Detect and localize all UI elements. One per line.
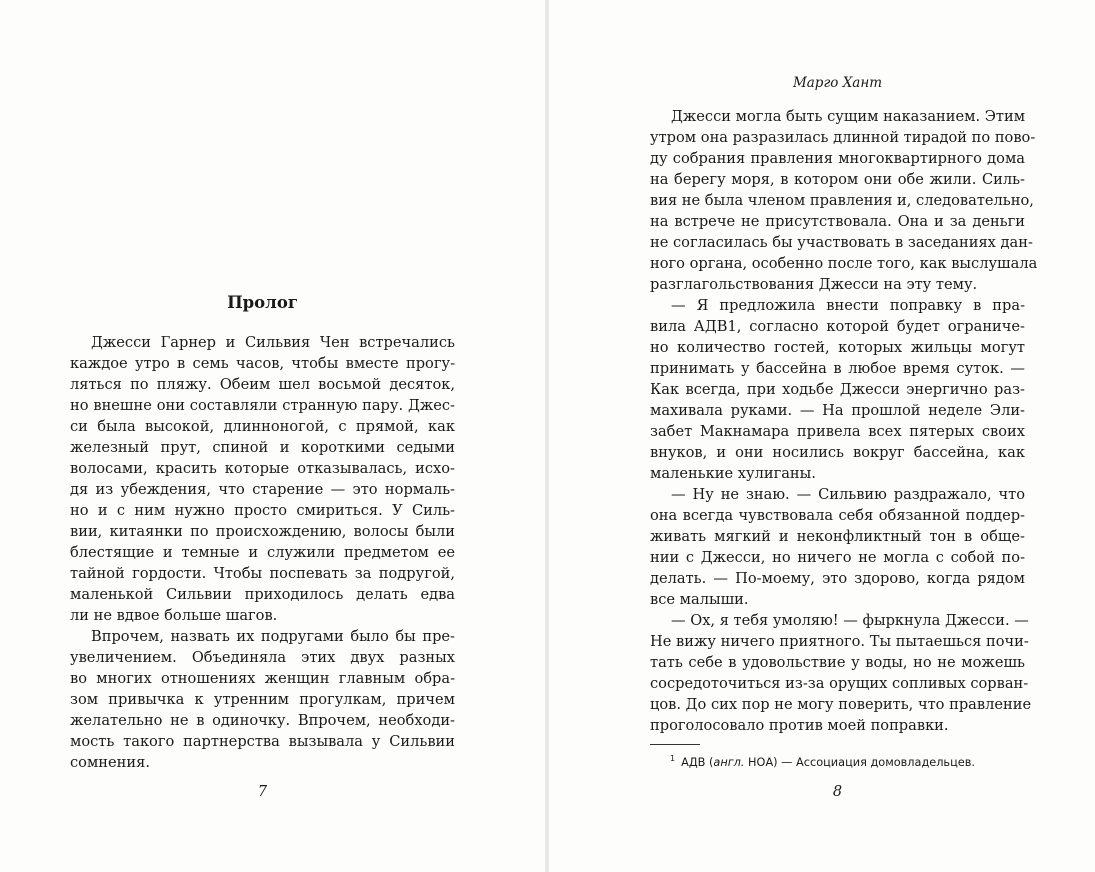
text-line: живать мягкий и неконфликтный тон в обще- bbox=[650, 528, 1025, 545]
text-line: все малыши. bbox=[650, 591, 749, 608]
text-line: во многих отношениях женщин главным обра- bbox=[70, 670, 455, 687]
text-line: делать. — По-моему, это здорово, когда рядом bbox=[650, 570, 1025, 587]
text-line: тать себе в удовольствие у воды, но не можешь bbox=[650, 654, 1025, 671]
text-line: но и с ним нужно просто смириться. У Силь- bbox=[70, 502, 455, 519]
book-gutter bbox=[545, 0, 549, 872]
footnote-italic: англ. bbox=[713, 755, 745, 769]
text-line: вии, китаянки по происхождению, волосы были bbox=[70, 523, 455, 540]
text-line: — Я предложила внести поправку в пра- bbox=[671, 297, 1025, 314]
text-line: Джесси Гарнер и Сильвия Чен встречались bbox=[91, 334, 455, 351]
text-line: Не вижу ничего приятного. Ты пытаешься почи- bbox=[650, 633, 1029, 650]
footnote-rule bbox=[650, 744, 700, 745]
text-line: блестящие и темные и служили предметом ее bbox=[70, 544, 455, 561]
text-line: каждое утро в семь часов, чтобы вместе прогу- bbox=[70, 355, 455, 372]
text-line: она всегда чувствовала себя обязанной поддер- bbox=[650, 507, 1025, 524]
text-line: ли не вдвое больше шагов. bbox=[70, 607, 278, 624]
text-line: на встрече не присутствовала. Она и за деньги bbox=[650, 213, 1025, 230]
text-line: ляться по пляжу. Обеим шел восьмой десяток, bbox=[70, 376, 455, 393]
text-line: Джесси могла быть сущим наказанием. Этим bbox=[671, 108, 1026, 125]
text-line: — Ну не знаю. — Сильвию раздражало, что bbox=[671, 486, 1025, 503]
text-line: ного органа, особенно после того, как выслушала bbox=[650, 255, 1038, 272]
text-line: сомнения. bbox=[70, 754, 150, 771]
text-line: си была высокой, длинноногой, с прямой, как bbox=[70, 418, 455, 435]
text-line: сосредоточиться из-за орущих сопливых сорван- bbox=[650, 675, 1029, 692]
text-line: тайной гордости. Чтобы поспевать за подругой, bbox=[70, 565, 455, 582]
text-line: Впрочем, назвать их подругами было бы пре- bbox=[91, 628, 455, 645]
text-line: дя из убеждения, что старение — это нормаль- bbox=[70, 481, 455, 498]
text-line: проголосовало против моей поправки. bbox=[650, 717, 949, 734]
text-line: нии с Джесси, но ничего не могла с собой по- bbox=[650, 549, 1025, 566]
text-line: волосами, красить которые отказывалась, исхо- bbox=[70, 460, 455, 477]
text-line: мость такого партнерства вызывала у Сильвии bbox=[70, 733, 455, 750]
text-line: не согласилась бы участвовать в заседаниях дан- bbox=[650, 234, 1033, 251]
footnote bbox=[670, 752, 975, 770]
text-line: — Ох, я тебя умоляю! — фыркнула Джесси. — bbox=[671, 612, 1029, 629]
running-head: Марго Хант bbox=[792, 75, 883, 91]
text-line: маленькой Сильвии приходилось делать едва bbox=[70, 586, 455, 603]
text-line: цов. До сих пор не могу поверить, что правление bbox=[650, 696, 1032, 713]
text-line: ду собрания правления многоквартирного дома bbox=[650, 150, 1025, 167]
text-line: махивала руками. — На прошлой неделе Эли- bbox=[650, 402, 1025, 419]
text-line: на берегу моря, в котором они обе жили. Силь- bbox=[650, 171, 1025, 188]
text-line: вия не была членом правления и, следовательно, bbox=[650, 192, 1034, 209]
page-number: 7 bbox=[257, 784, 268, 800]
text-line: маленькие хулиганы. bbox=[650, 465, 816, 482]
text-line: но внешне они составляли странную пару. Джес- bbox=[70, 397, 455, 414]
text-line: принимать у бассейна в любое время суток. — bbox=[650, 360, 1025, 377]
text-line: вила АДВ1, согласно которой будет ограниче- bbox=[650, 318, 1025, 335]
text-line: внуков, и они носились вокруг бассейна, как bbox=[650, 444, 1025, 461]
text-line: разглагольствования Джесси на эту тему. bbox=[650, 276, 978, 293]
text-line: но количество гостей, которых жильцы могут bbox=[650, 339, 1025, 356]
page-number: 8 bbox=[832, 784, 843, 800]
text-line: утром она разразилась длинной тирадой по пово- bbox=[650, 129, 1036, 146]
footnote-marker: 1 bbox=[670, 754, 676, 763]
footnote-text: НОА) — Ассоциация домовладельцев. bbox=[744, 755, 975, 769]
text-line: забет Макнамара привела всех пятерых своих bbox=[650, 423, 1025, 440]
text-line: зом привычка к утренним прогулкам, причем bbox=[70, 691, 455, 708]
text-line: Как всегда, при ходьбе Джесси энергично раз- bbox=[650, 381, 1025, 398]
footnote-term: АДВ ( bbox=[681, 755, 714, 769]
text-line: железный прут, спиной и короткими седыми bbox=[70, 439, 455, 456]
chapter-title: Пролог bbox=[227, 293, 298, 312]
text-line: увеличением. Объединяла этих двух разных bbox=[70, 649, 455, 666]
text-line: желательно не в одиночку. Впрочем, необходи- bbox=[70, 712, 455, 729]
